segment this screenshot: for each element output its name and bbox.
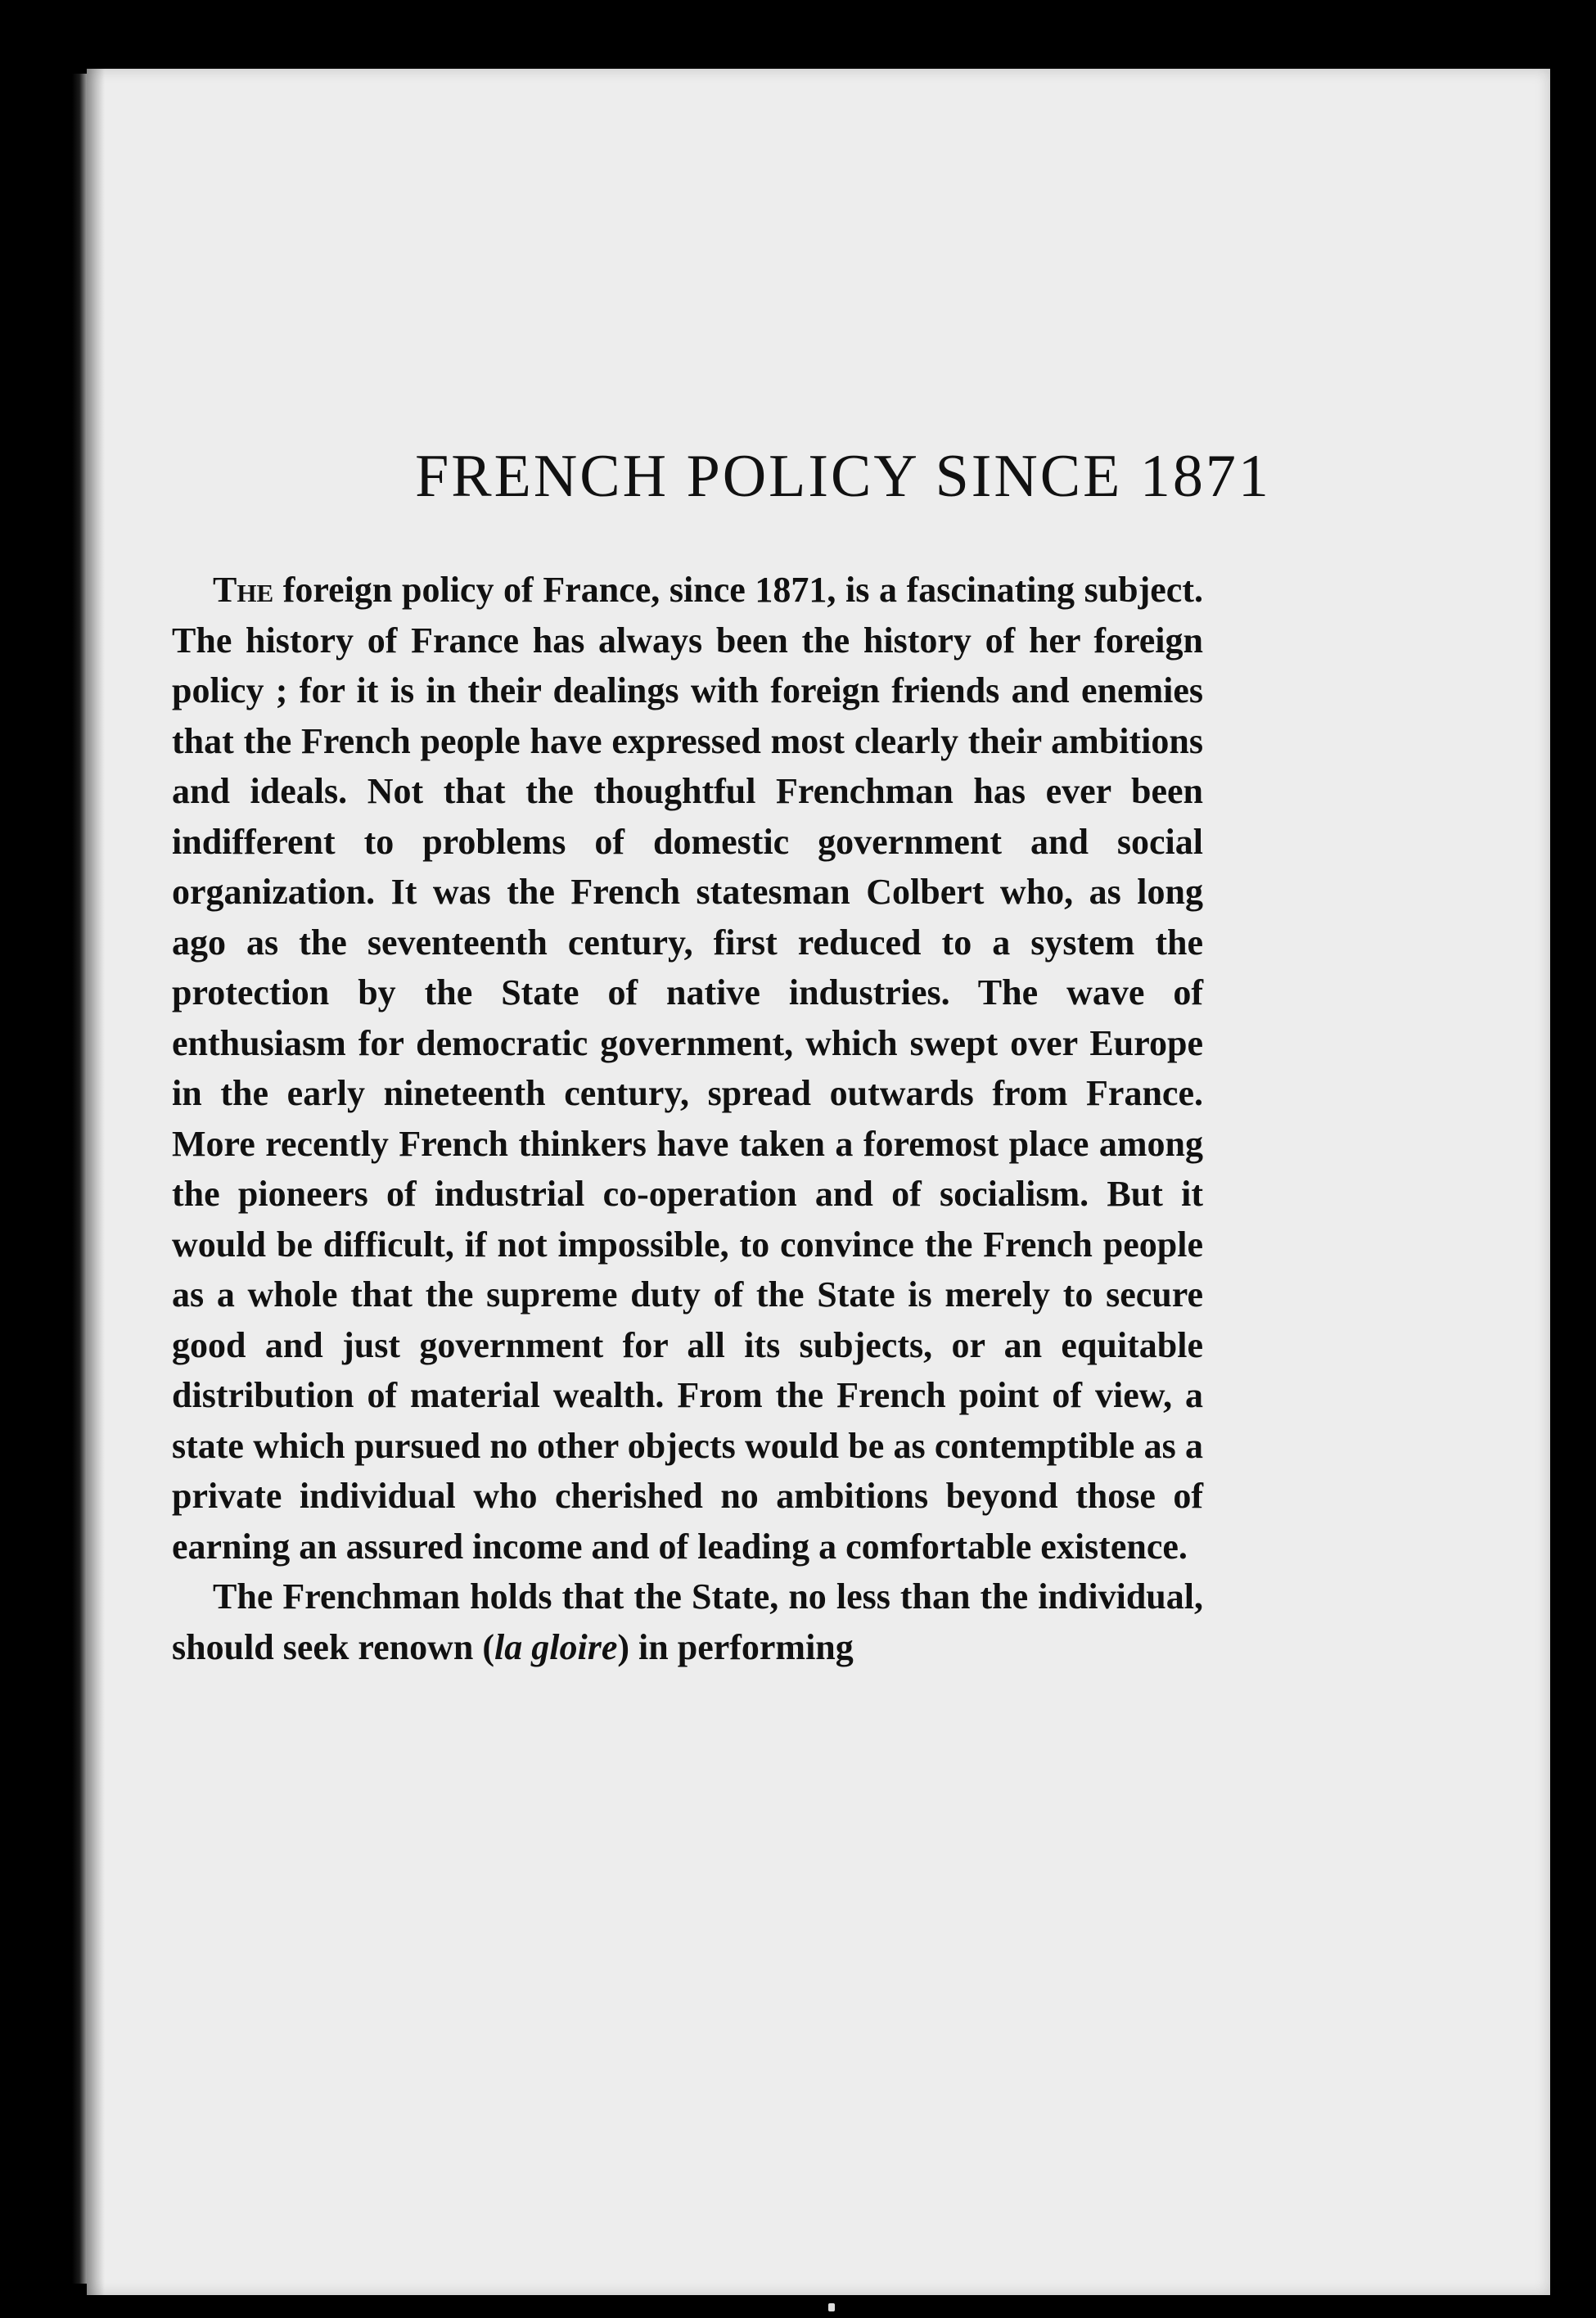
paragraph-2-text: The Frenchman holds that the State, no less than the individual, should seek renown (: [172, 1576, 1203, 1667]
page-gutter-shadow: [87, 69, 105, 2295]
paragraph-2-text-end: ) in performing: [617, 1626, 854, 1667]
page-title: FRENCH POLICY SINCE 1871: [415, 443, 1271, 510]
paragraph-2-emphasis: la gloire: [494, 1626, 618, 1667]
paragraph-1: [172, 565, 1203, 1572]
scan-dust-mark: [828, 2303, 835, 2311]
paragraph-2: [172, 1572, 1203, 1672]
paragraph-1-lead: The: [213, 570, 274, 610]
body-text: [172, 565, 1203, 1672]
paragraph-1-text: foreign policy of France, since 1871, is a fascinating subject. The history of France has always been the history of her foreign policy ; for it is in their dealings with foreign friends and enemies that the French people have expressed most clearly their ambitions and ideals. Not that the thoughtful Frenchman has ever been indifferent to problems of domestic government and social organization. It was the French statesman Colbert who, as long ago as the seventeenth century, first reduced to a system the protection by the State of native industries. The wave of enthusiasm for democratic government, which swept over Europe in the early nineteenth century, spread outwards from France. More recently French thinkers have taken a foremost place among the pioneers of industrial co-operation and of socialism. But it would be difficult, if not impossible, to convince the French people as a whole that the supreme duty of the State is merely to secure good and just government for all its subjects, or an equitable distribution of material wealth. From the French point of view, a state which pursued no other objects would be as contemptible as a private individual who cherished no ambitions beyond those of earning an assured income and of leading a comfortable existence.: [172, 570, 1203, 1567]
